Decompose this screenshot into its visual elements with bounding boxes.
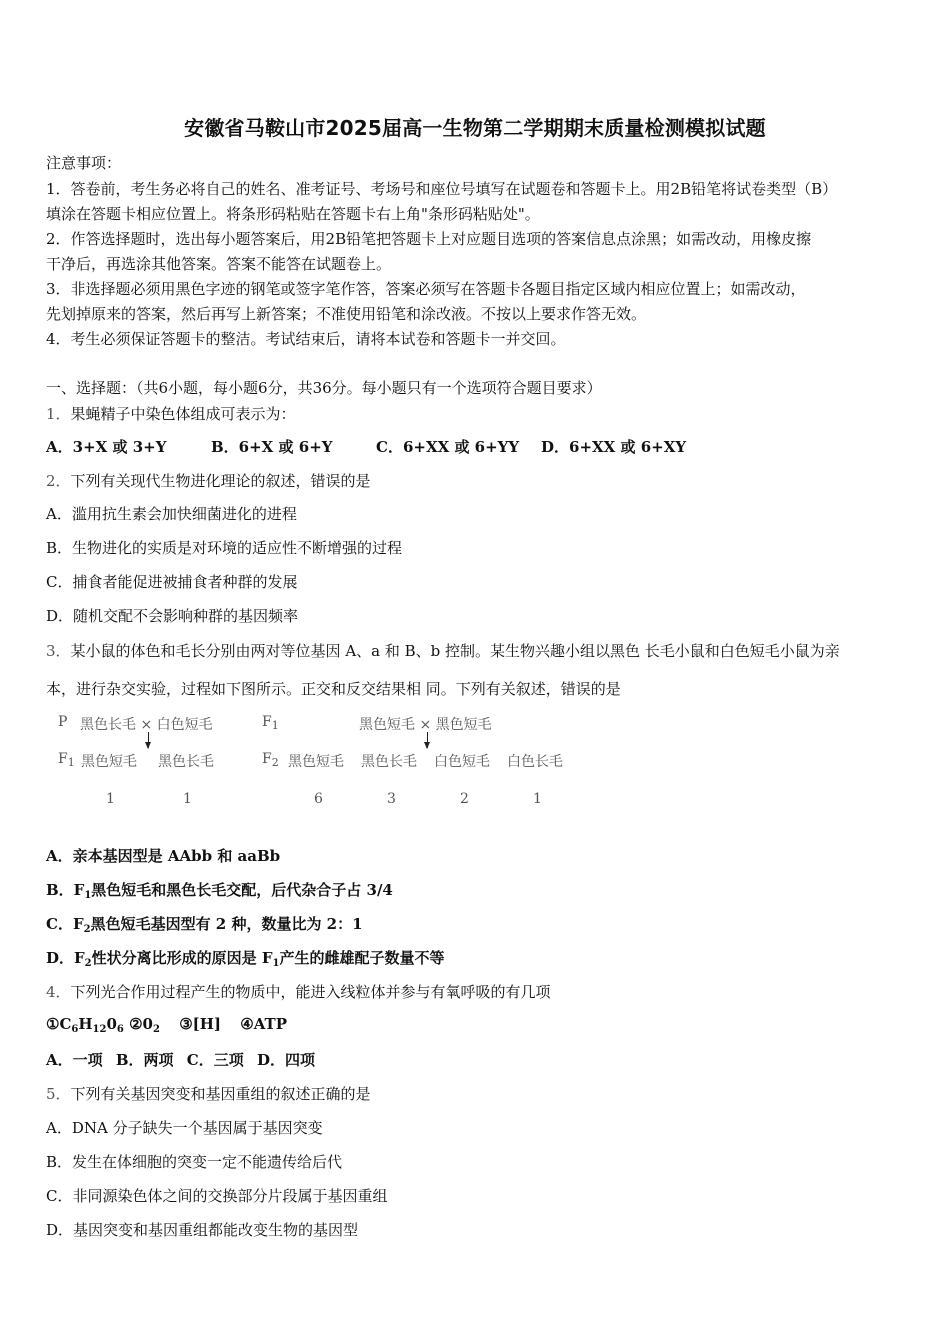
question-4 [46,981,551,1002]
f1-label: $F_1$ [58,751,75,769]
f2-label: $F_2$ [262,751,279,769]
option-c: C．6+XX 或 6+YY [376,438,520,456]
question-stem: 下列光合作用过程产生的物质中，能进入线粒体并参与有氧呼吸的有几项 [70,983,551,1001]
f2-white-short: 白色短毛 [434,754,490,770]
question-stem: 某小鼠的体色和毛长分别由两对等位基因 A、a 和 B、b 控制。某生物兴趣小组以黑色 长毛小鼠和白色短毛小鼠为亲 [70,642,840,660]
item-1: $①C_6H_{12}0_6$ [46,1015,124,1035]
option-b: B．两项 [115,1051,174,1069]
f1-black-short: 黑色短毛 [81,754,137,770]
question-3-option-c: C．$F_2$黑色短毛基因型有 2 种，数量比为 2：1 [46,915,363,935]
question-number: 5． [46,1085,71,1103]
p-cross: 黑色长毛 × 白色短毛 [80,717,213,733]
question-4-options [46,1049,315,1070]
question-number: 4． [46,983,71,1001]
f2-ratio-a: 6 [314,791,323,807]
question-3-option-b: B．$F_1$黑色短毛和黑色长毛交配，后代杂合子占 3/4 [46,881,393,901]
notice-item-2-line-1: 2．作答选择题时，选出每小题答案后，用2B铅笔把答题卡上对应题目选项的答案信息点涂黑；如需改动，用橡皮擦 [46,230,812,248]
f1-arrow [427,732,428,748]
option-d: D．6+XX 或 6+XY [541,438,687,456]
question-2-option-a: A．滥用抗生素会加快细菌进化的进程 [46,505,297,523]
question-2 [46,470,371,491]
option-a: A．3+X 或 3+Y [46,438,167,456]
question-stem: 下列有关现代生物进化理论的叙述，错误的是 [70,472,371,490]
question-5-option-c: C．非同源染色体之间的交换部分片段属于基因重组 [46,1187,388,1205]
question-number: 1． [46,405,71,423]
option-d: D．四项 [256,1051,315,1069]
f2-ratio-b: 3 [387,791,396,807]
notice-item-4: 4．考生必须保证答题卡的整洁。考试结束后，请将本试卷和答题卡一并交回。 [46,330,566,348]
p-arrow [148,732,149,748]
question-5-option-a: A．DNA 分子缺失一个基因属于基因突变 [46,1119,323,1137]
notice-item-1-line-1: 1．答卷前，考生务必将自己的姓名、准考证号、考场号和座位号填写在试题卷和答题卡上。用2B铅笔将试卷类型（B） [46,180,838,198]
f2-black-short: 黑色短毛 [288,754,344,770]
f2-black-long: 黑色长毛 [361,754,417,770]
item-4: ④ATP [240,1015,287,1033]
section-heading: 一、选择题：（共6小题，每小题6分，共36分。每小题只有一个选项符合题目要求） [46,379,602,397]
f1-black-long: 黑色长毛 [158,754,214,770]
question-2-option-d: D．随机交配不会影响种群的基因频率 [46,607,299,625]
f2-ratio-d: 1 [533,791,542,807]
question-stem: 果蝇精子中染色体组成可表示为： [70,405,296,423]
item-3: ③[H] [179,1015,222,1033]
question-2-option-b: B．生物进化的实质是对环境的适应性不断增强的过程 [46,539,403,557]
question-3-line-2: 本，进行杂交实验，过程如下图所示。正交和反交结果相 同。下列有关叙述，错误的是 [46,680,621,698]
question-2-option-c: C．捕食者能促进被捕食者种群的发展 [46,573,298,591]
f1-ratio-b: 1 [183,791,192,807]
p-label: P [58,714,68,730]
notice-item-1-line-2: 填涂在答题卡相应位置上。将条形码粘贴在答题卡右上角"条形码粘贴处"。 [46,205,540,223]
question-1-options [46,436,686,457]
question-5 [46,1083,371,1104]
f1-right-label: $F_1$ [262,714,279,732]
f1-cross: 黑色短毛 × 黑色短毛 [359,717,492,733]
f2-white-long: 白色长毛 [507,754,563,770]
option-b: B．6+X 或 6+Y [211,438,333,456]
question-1 [46,403,296,424]
question-number: 2． [46,472,71,490]
question-4-items [46,1015,287,1035]
notice-item-2-line-2: 干净后，再选涂其他答案。答案不能答在试题卷上。 [46,255,392,273]
question-5-option-b: B．发生在体细胞的突变一定不能遗传给后代 [46,1153,343,1171]
page-title: 安徽省马鞍山市2025届高一生物第二学期期末质量检测模拟试题 [184,116,766,140]
notice-heading: 注意事项： [46,154,122,172]
option-a: A．一项 [46,1051,103,1069]
option-c: C．三项 [186,1051,244,1069]
question-3-line-1 [46,640,840,661]
cross-diagram [0,700,950,820]
question-5-option-d: D．基因突变和基因重组都能改变生物的基因型 [46,1221,359,1239]
f2-ratio-c: 2 [460,791,469,807]
question-number: 3． [46,642,71,660]
question-stem: 下列有关基因突变和基因重组的叙述正确的是 [70,1085,371,1103]
item-2: $②0_2$ [129,1015,160,1035]
notice-item-3-line-2: 先划掉原来的答案，然后再写上新答案；不准使用铅笔和涂改液。不按以上要求作答无效。 [46,305,647,323]
notice-item-3-line-1: 3．非选择题必须用黑色字迹的钢笔或签字笔作答，答案必须写在答题卡各题目指定区域内相应位置上；如需改动， [46,280,806,298]
question-3-option-a: A．亲本基因型是 AAbb 和 aaBb [46,847,281,865]
question-3-option-d: D．$F_2$性状分离比形成的原因是 $F_1$产生的雌雄配子数量不等 [46,949,445,969]
f1-ratio-a: 1 [106,791,115,807]
